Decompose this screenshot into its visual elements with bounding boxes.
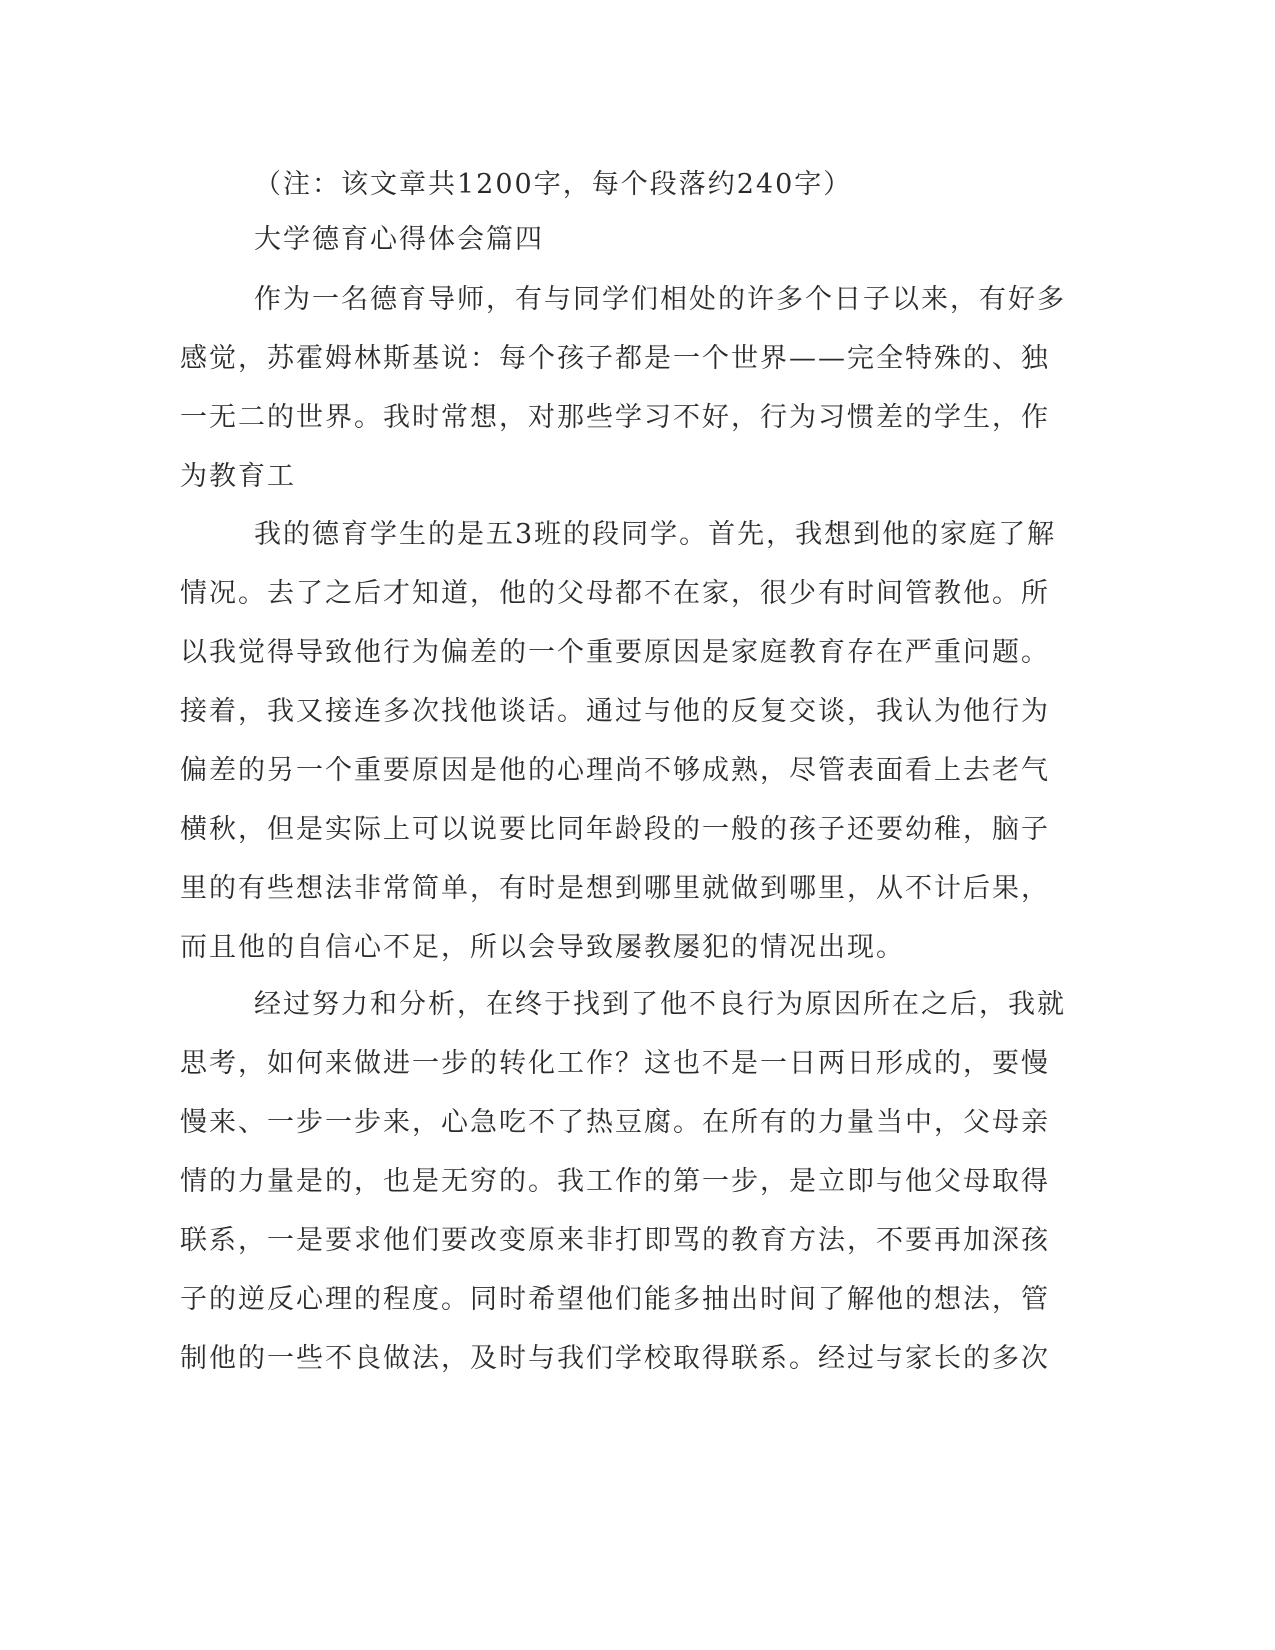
note-line: （注：该文章共1200字，每个段落约240字） <box>254 169 853 200</box>
paragraph-3 <box>180 975 1066 1388</box>
paragraph-line: 联系，一是要求他们要改变原来非打即骂的教育方法，不要再加深孩 <box>180 1225 1050 1256</box>
paragraph-line: 为教育工 <box>180 461 296 492</box>
paragraph-line: 子的逆反心理的程度。同时希望他们能多抽出时间了解他的想法，管 <box>180 1284 1050 1315</box>
paragraph-line: 慢来、一步一步来，心急吃不了热豆腐。在所有的力量当中，父母亲 <box>180 1107 1050 1138</box>
paragraph-line: 作为一名德育导师，有与同学们相处的许多个日子以来，有好多 <box>254 284 1066 315</box>
paragraph-line: 偏差的另一个重要原因是他的心理尚不够成熟，尽管表面看上去老气 <box>180 755 1050 786</box>
paragraph-line: 经过努力和分析，在终于找到了他不良行为原因所在之后，我就 <box>254 989 1066 1020</box>
paragraph-line: 接着，我又接连多次找他谈话。通过与他的反复交谈，我认为他行为 <box>180 696 1050 727</box>
heading-line: 大学德育心得体会篇四 <box>254 224 544 255</box>
paragraph-1 <box>180 270 1066 506</box>
paragraph-line: 里的有些想法非常简单，有时是想到哪里就做到哪里，从不计后果， <box>180 873 1050 904</box>
paragraph-line: 制他的一些不良做法，及时与我们学校取得联系。经过与家长的多次 <box>180 1343 1050 1374</box>
paragraph-line: 一无二的世界。我时常想，对那些学习不好，行为习惯差的学生，作 <box>180 402 1050 433</box>
paragraph-line: 横秋，但是实际上可以说要比同年龄段的一般的孩子还要幼稚，脑子 <box>180 814 1050 845</box>
paragraph-2 <box>180 505 1057 977</box>
section-heading <box>180 210 1050 269</box>
article-note <box>180 155 1050 214</box>
paragraph-line: 思考，如何来做进一步的转化工作？这也不是一日两日形成的，要慢 <box>180 1048 1050 1079</box>
paragraph-line: 以我觉得导致他行为偏差的一个重要原因是家庭教育存在严重问题。 <box>180 637 1050 668</box>
paragraph-line: 感觉，苏霍姆林斯基说：每个孩子都是一个世界——完全特殊的、独 <box>180 343 1050 374</box>
paragraph-line: 而且他的自信心不足，所以会导致屡教屡犯的情况出现。 <box>180 932 905 963</box>
paragraph-line: 情况。去了之后才知道，他的父母都不在家，很少有时间管教他。所 <box>180 578 1050 609</box>
paragraph-line: 情的力量是的，也是无穷的。我工作的第一步，是立即与他父母取得 <box>180 1166 1050 1197</box>
paragraph-line: 我的德育学生的是五3班的段同学。首先，我想到他的家庭了解 <box>254 519 1057 550</box>
